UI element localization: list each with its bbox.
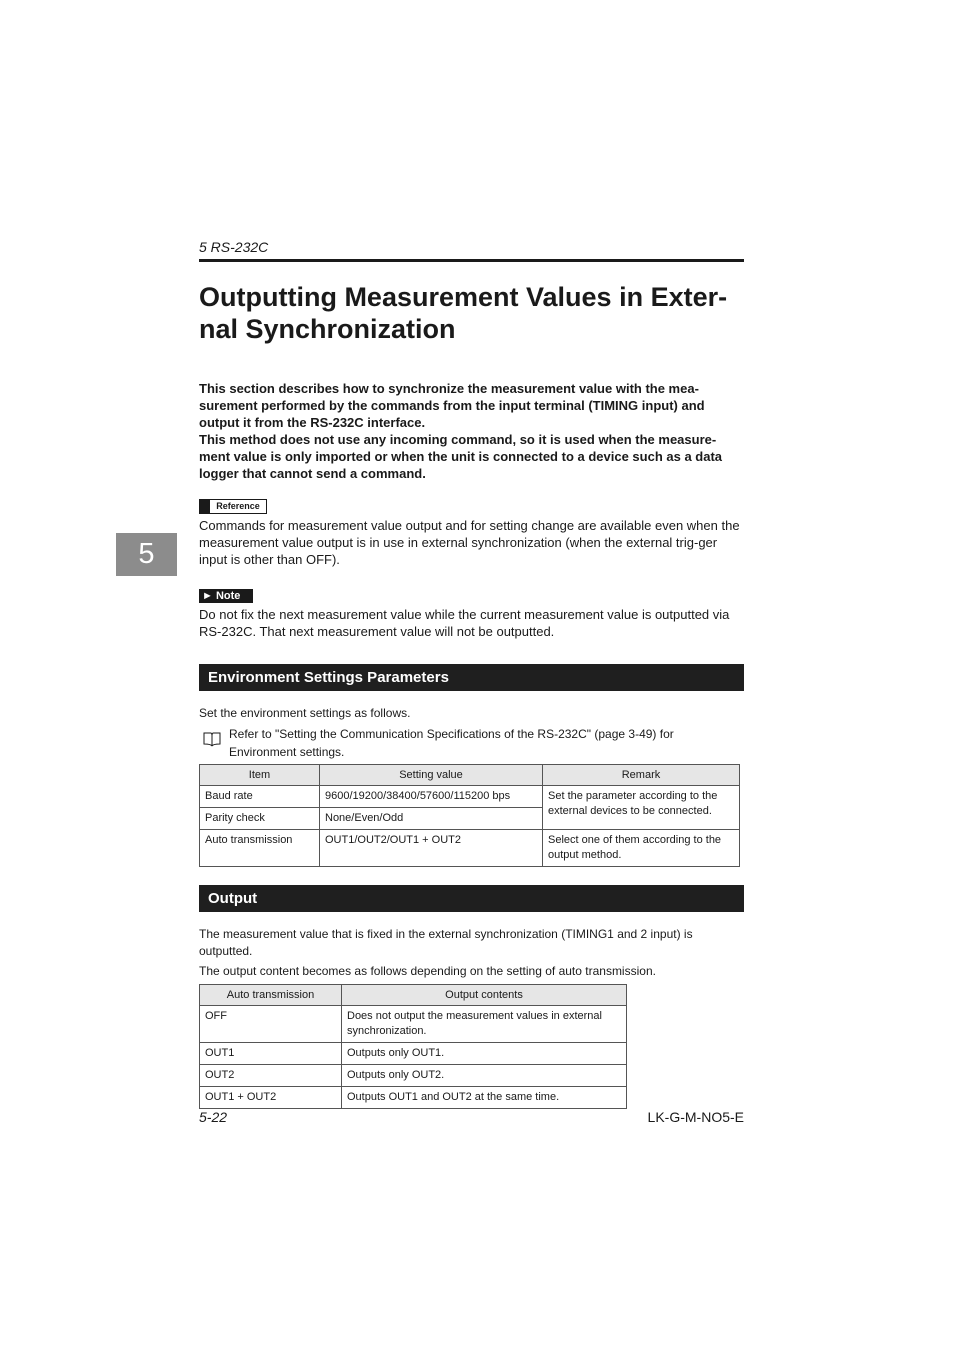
chapter-label: 5 RS-232C — [199, 239, 269, 255]
cell-content: Outputs only OUT2. — [342, 1065, 627, 1087]
cell-mode: OUT1 + OUT2 — [200, 1087, 342, 1109]
cell-content: Outputs OUT1 and OUT2 at the same time. — [342, 1087, 627, 1109]
page-title-line-2: nal Synchronization — [199, 314, 456, 344]
cell-mode: OUT1 — [200, 1043, 342, 1065]
cell-item: Parity check — [200, 808, 320, 830]
output-paragraph-1: The measurement value that is fixed in the external synchronization (TIMING1 and 2 input) is outputted. — [199, 927, 693, 958]
intro-paragraph-1: This section describes how to synchronize the measurement value with the mea-surement performed by the commands from the input terminal (TIMING input) and output it from the RS-232C interface. — [199, 381, 705, 430]
cell-item: Auto transmission — [200, 830, 320, 867]
env-intro-text: Set the environment settings as follows. — [199, 706, 411, 720]
note-text: Do not fix the next measurement value while the current measurement value is outputted via RS-232C. That next measurement value will not be outputted. — [199, 607, 730, 639]
cell-mode: OUT2 — [200, 1065, 342, 1087]
document-code: LK-G-M-NO5-E — [647, 1109, 744, 1125]
table-row — [200, 830, 740, 867]
cell-remark: Set the parameter according to the external devices to be connected. — [543, 786, 740, 830]
cell-mode: OFF — [200, 1006, 342, 1043]
chapter-tab: 5 — [116, 533, 177, 576]
table-row — [200, 786, 740, 808]
output-paragraph-2: The output content becomes as follows depending on the setting of auto transmission. — [199, 964, 656, 978]
cell-value: None/Even/Odd — [320, 808, 543, 830]
header-rule — [199, 259, 744, 262]
reference-text: Commands for measurement value output and for setting change are available even when the measurement value output is in use in external synchronization (when the external trig-ger input is other than OFF). — [199, 518, 740, 567]
env-reference-text: Refer to "Setting the Communication Specifications of the RS-232C" (page 3-49) for Environment settings. — [229, 727, 674, 759]
cell-remark: Select one of them according to the output method. — [543, 830, 740, 867]
cell-content: Outputs only OUT1. — [342, 1043, 627, 1065]
header-output-contents: Output contents — [342, 985, 627, 1006]
header-item: Item — [200, 765, 320, 786]
table-row — [200, 1006, 627, 1043]
section-heading-output: Output — [199, 885, 744, 912]
cell-content: Does not output the measurement values in external synchronization. — [342, 1006, 627, 1043]
cell-item: Baud rate — [200, 786, 320, 808]
output-contents-table — [199, 984, 627, 1109]
section-heading-environment: Environment Settings Parameters — [199, 664, 744, 691]
table-row — [200, 1065, 627, 1087]
reference-badge-label: Reference — [209, 499, 267, 514]
page-title-line-1: Outputting Measurement Values in Exter- — [199, 282, 728, 312]
page-number: 5-22 — [199, 1109, 228, 1125]
table-header-row — [200, 985, 627, 1006]
note-badge: ► Note — [199, 589, 253, 603]
intro-paragraph-2: This method does not use any incoming command, so it is used when the measure-ment value is only imported or when the unit is connected to a device such as a data logger that cannot send a command. — [199, 432, 723, 481]
header-auto-transmission: Auto transmission — [200, 985, 342, 1006]
book-reference-icon — [203, 731, 221, 747]
table-header-row — [200, 765, 740, 786]
intro-text — [199, 380, 747, 482]
table-row — [200, 1043, 627, 1065]
reference-badge — [199, 499, 269, 514]
environment-settings-table — [199, 764, 740, 867]
cell-value: 9600/19200/38400/57600/115200 bps — [320, 786, 543, 808]
cell-value: OUT1/OUT2/OUT1 + OUT2 — [320, 830, 543, 867]
page-title — [199, 281, 759, 345]
table-row — [200, 1087, 627, 1109]
header-setting-value: Setting value — [320, 765, 543, 786]
header-remark: Remark — [543, 765, 740, 786]
